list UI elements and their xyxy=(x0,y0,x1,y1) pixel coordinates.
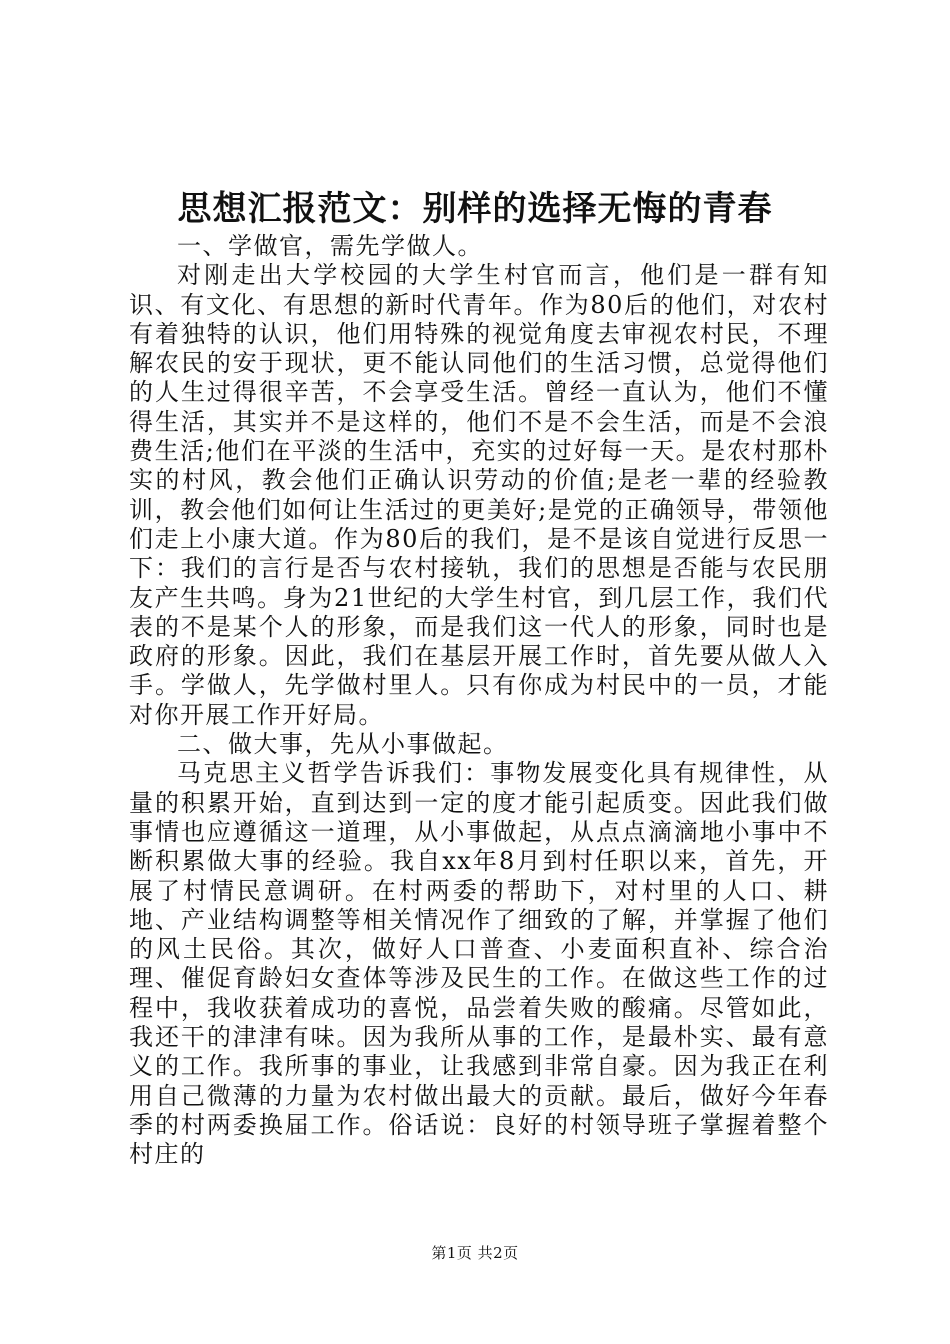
section-paragraph-1: 对刚走出大学校园的大学生村官而言，他们是一群有知识、有文化、有思想的新时代青年。作为80后的他们，对农村有着独特的认识，他们用特殊的视觉角度去审视农村民，不理解农民的安于现状，更不能认同他们的生活习惯，总觉得他们的人生过得很辛苦，不会享受生活。曾经一直认为，他们不懂得生活，其实并不是这样的，他们不是不会生活，而是不会浪费生活;他们在平淡的生活中，充实的过好每一天。是农村那朴实的村风，教会他们正确认识劳动的价值;是老一辈的经验教训，教会他们如何让生活过的更美好;是党的正确领导，带领他们走上小康大道。作为80后的我们，是不是该自觉进行反思一下：我们的言行是否与农村接轨，我们的思想是否能与农民朋友产生共鸣。身为21世纪的大学生村官，到几层工作，我们代表的不是某个人的形象，而是我们这一代人的形象，同时也是政府的形象。因此，我们在基层开展工作时，首先要从做人入手。学做人，先学做村里人。只有你成为村民中的一员，才能对你开展工作开好局。 xyxy=(129,261,829,729)
document-body xyxy=(129,232,829,1170)
document-title: 思想汇报范文：别样的选择无悔的青春 xyxy=(177,189,773,229)
section-paragraph-2: 马克思主义哲学告诉我们：事物发展变化具有规律性，从量的积累开始，直到达到一定的度才能引起质变。因此我们做事情也应遵循这一道理，从小事做起，从点点滴滴地小事中不断积累做大事的经验。我自xx年8月到村任职以来，首先，开展了村情民意调研。在村两委的帮助下，对村里的人口、耕地、产业结构调整等相关情况作了细致的了解，并掌握了他们的风土民俗。其次，做好人口普查、小麦面积直补、综合治理、催促育龄妇女查体等涉及民生的工作。在做这些工作的过程中，我收获着成功的喜悦，品尝着失败的酸痛。尽管如此，我还干的津津有味。因为我所从事的工作，是最朴实、最有意义的工作。我所事的事业，让我感到非常自豪。因为我正在利用自己微薄的力量为农村做出最大的贡献。最后，做好今年春季的村两委换届工作。俗话说：良好的村领导班子掌握着整个村庄的 xyxy=(129,759,829,1169)
page-number-footer: 第1页 共2页 xyxy=(431,1244,519,1262)
section-heading-1: 一、学做官，需先学做人。 xyxy=(177,232,483,260)
section-heading-2: 二、做大事，先从小事做起。 xyxy=(177,730,509,759)
